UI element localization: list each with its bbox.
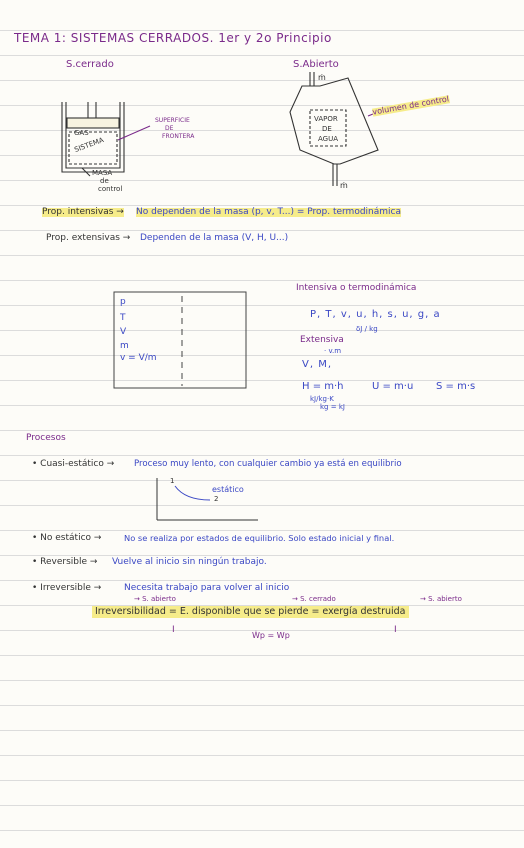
- units-fraction: kg = kJ: [320, 403, 345, 411]
- box-var-m: m: [120, 341, 129, 351]
- intensive-variables: P, T, v, u, h, s, u, g, a: [310, 309, 441, 320]
- closed-system-heading: S.cerrado: [66, 59, 114, 70]
- quasi-static-description: Proceso muy lento, con cualquier cambio ya está en equilibrio: [134, 459, 402, 469]
- annotation-closed: → S. cerrado: [292, 595, 336, 603]
- extensive-heading: Extensiva: [300, 335, 344, 345]
- quasi-graph-label: estático: [212, 485, 244, 494]
- symbol-irreversibility-right: I: [394, 625, 397, 635]
- surface-label-3: FRONTERA: [162, 133, 195, 140]
- box-var-v: V: [120, 327, 127, 337]
- outflow-label: ṁ: [340, 181, 348, 190]
- irreversible-label: • Irreversible →: [32, 583, 102, 593]
- equation-entropy: S = m·s: [436, 381, 476, 392]
- mass-label-3: control: [98, 185, 123, 193]
- page-title: TEMA 1: SISTEMAS CERRADOS. 1er y 2o Principio: [14, 31, 332, 45]
- vapor-label: VAPOR: [314, 115, 338, 123]
- extensive-variables: V, M,: [302, 359, 333, 370]
- intensive-description: No dependen de la masa (p, v, T...) = Prop. termodinámica: [136, 207, 401, 217]
- box-var-t: T: [120, 313, 126, 323]
- open-system-diagram: [290, 72, 378, 186]
- open-system-heading: S.Abierto: [293, 59, 339, 70]
- extensive-description: Dependen de la masa (V, H, U...): [140, 233, 289, 243]
- symbol-irreversibility-left: I: [172, 625, 175, 635]
- intensive-heading: Intensiva o termodinámica: [296, 283, 417, 293]
- intensive-units: δJ / kg: [356, 325, 378, 333]
- non-static-description: No se realiza por estados de equilibrio. Solo estado inicial y final.: [124, 533, 395, 543]
- reversible-label: • Reversible →: [32, 557, 98, 567]
- reversible-description: Vuelve al inicio sin ningún trabajo.: [112, 557, 267, 567]
- annotation-open-left: → S. abierto: [134, 595, 176, 603]
- volume-label: volumen de control: [371, 94, 450, 117]
- gas-label: GAS: [74, 129, 89, 137]
- irreversible-description: Necesita trabajo para volver al inicio: [124, 583, 290, 593]
- agua-label: AGUA: [318, 135, 339, 143]
- equation-energy: U = m·u: [372, 381, 414, 392]
- quasi-point-1: 1: [170, 477, 175, 485]
- surface-label-1: SUPERFICIE: [155, 117, 190, 124]
- system-label: SISTEMA: [73, 136, 105, 155]
- symbol-work-lost: Ẇp = Wp: [252, 631, 290, 640]
- surface-label-2: DE: [165, 125, 174, 132]
- mass-label-2: de: [100, 177, 109, 185]
- extensive-sub: · v.m: [324, 347, 342, 355]
- mass-label-1: MASA: [92, 169, 113, 177]
- equation-enthalpy: H = m·h: [302, 381, 344, 392]
- units-note: kJ/kg·K: [310, 395, 334, 403]
- box-var-p: p: [120, 297, 126, 307]
- box-var-specific-volume: v = V/m: [120, 353, 157, 363]
- non-static-label: • No estático →: [32, 533, 102, 543]
- de-label: DE: [322, 125, 332, 133]
- irreversibility-equation: Irreversibilidad = E. disponible que se pierde = exergía destruida: [92, 606, 409, 618]
- intensive-label: Prop. intensivas →: [42, 207, 124, 217]
- quasi-static-label: • Cuasi-estático →: [32, 459, 115, 469]
- processes-heading: Procesos: [26, 433, 66, 443]
- quasi-point-2: 2: [214, 495, 219, 503]
- inflow-label: ṁ: [318, 73, 326, 82]
- variables-box: [114, 292, 246, 388]
- annotation-open-right: → S. abierto: [420, 595, 462, 603]
- piston-cylinder-diagram: [62, 102, 150, 176]
- extensive-label: Prop. extensivas →: [46, 233, 131, 243]
